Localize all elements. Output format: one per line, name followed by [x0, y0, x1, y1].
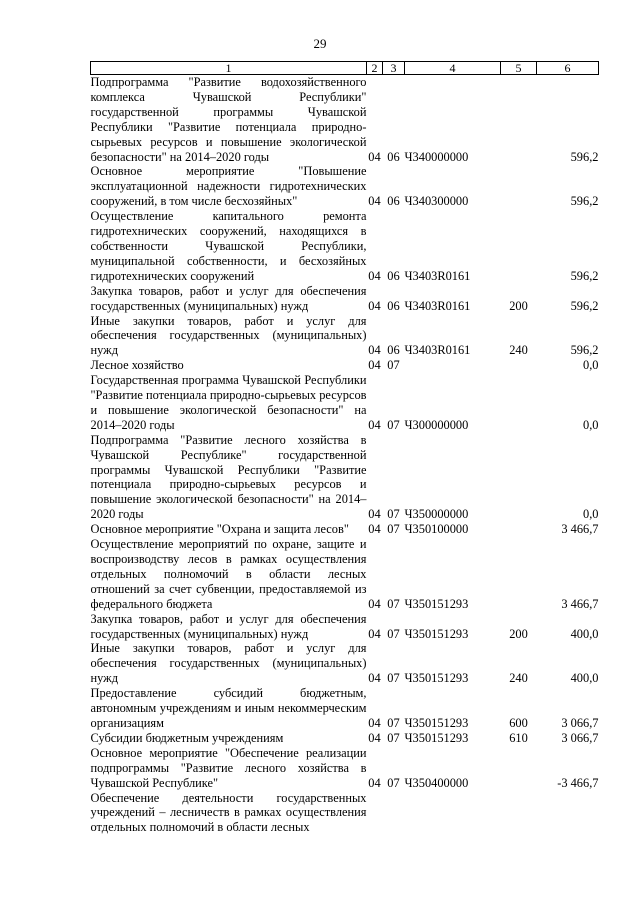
row-section: 04 [368, 417, 381, 432]
row-section: 04 [368, 626, 381, 641]
row-name: Предоставление субсидий бюджетным, автономным учреждениям и иным некоммерческим организациям [90, 686, 367, 730]
row-subsection: 07 [387, 671, 400, 686]
row-section: 04 [368, 507, 381, 522]
row-amount: 3 066,7 [561, 730, 599, 745]
table-header [91, 62, 599, 75]
table-row [91, 164, 599, 209]
row-name: Иные закупки товаров, работ и услуг для обеспечения государственных (муниципальных) нужд [90, 641, 367, 686]
row-name: Подпрограмма "Развитие лесного хозяйства в Чувашской Республике" государственной программы Чувашской Республики "Развитие потенциала природно-сырьевых ресурсов и повышение экологической безопасности" на 2014–2020 годы [90, 432, 367, 522]
row-expense-type [501, 522, 537, 537]
row-amount [537, 791, 599, 836]
row-name: Субсидии бюджетным учреждениям [90, 730, 284, 745]
row-amount: -3 466,7 [557, 775, 599, 790]
row-subsection: 06 [387, 194, 400, 209]
row-target-article: Ч340000000 [404, 149, 469, 164]
table-row [91, 209, 599, 284]
row-amount: 3 466,7 [561, 596, 599, 611]
row-amount: 596,2 [570, 268, 599, 283]
row-amount: 596,2 [570, 298, 599, 313]
row-subsection [383, 791, 405, 836]
column-header-expense-type: 5 [501, 62, 537, 75]
row-subsection: 07 [387, 730, 400, 745]
row-section: 04 [368, 343, 381, 358]
table-row [91, 537, 599, 612]
row-target-article: Ч350000000 [404, 507, 469, 522]
row-expense-type: 200 [509, 298, 528, 313]
row-subsection: 07 [387, 715, 400, 730]
row-name: Осуществление капитального ремонта гидротехнических сооружений, находящихся в собственности Чувашской Республики, муниципальной собственности, и бесхозяйных гидротехнических сооружений [90, 209, 367, 283]
table-row [91, 746, 599, 791]
row-section: 04 [368, 671, 381, 686]
row-amount: 400,0 [570, 671, 599, 686]
row-section: 04 [368, 730, 381, 745]
column-header-subsection: 3 [383, 62, 405, 75]
row-expense-type: 240 [509, 671, 528, 686]
page-number: 29 [313, 36, 327, 51]
row-amount: 400,0 [570, 626, 599, 641]
row-target-article: Ч350151293 [404, 730, 469, 745]
row-target-article: Ч350151293 [404, 715, 469, 730]
row-expense-type: 610 [509, 730, 528, 745]
row-name: Закупка товаров, работ и услуг для обеспечения государственных (муниципальных) нужд [90, 283, 367, 313]
row-name: Обеспечение деятельности государственных учреждений – лесничеств в рамках осуществления отдельных полномочий в области лесных [90, 790, 367, 835]
row-expense-type: 200 [509, 626, 528, 641]
row-expense-type: 600 [509, 715, 528, 730]
column-header-amount: 6 [537, 62, 599, 75]
row-subsection: 07 [387, 596, 400, 611]
column-header-target-article: 4 [405, 62, 501, 75]
row-expense-type [501, 75, 537, 165]
row-subsection: 06 [387, 149, 400, 164]
row-section: 04 [368, 194, 381, 209]
row-name: Иные закупки товаров, работ и услуг для обеспечения государственных (муниципальных) нужд [90, 313, 367, 358]
table-row [91, 373, 599, 433]
column-header-name: 1 [91, 62, 367, 75]
row-amount: 3 066,7 [561, 715, 599, 730]
row-name: Основное мероприятие "Обеспечение реализации подпрограммы "Развитие лесного хозяйства в Чувашской Республике" [90, 745, 367, 790]
table-row [91, 75, 599, 165]
row-subsection: 07 [387, 522, 400, 537]
row-subsection: 06 [387, 298, 400, 313]
table-row [91, 314, 599, 359]
table-body [91, 75, 599, 836]
row-expense-type: 240 [509, 343, 528, 358]
row-name: Государственная программа Чувашской Республики "Развитие потенциала природно-сырьевых ресурсов и повышение экологической безопасности" на 2014–2020 годы [90, 373, 367, 432]
row-name: Лесное хозяйство [90, 358, 184, 373]
row-section: 04 [368, 268, 381, 283]
row-target-article [405, 791, 501, 836]
table-row [91, 433, 599, 522]
row-section [367, 791, 383, 836]
row-section: 04 [368, 149, 381, 164]
row-amount: 596,2 [570, 149, 599, 164]
row-subsection: 07 [387, 775, 400, 790]
row-target-article [405, 358, 501, 373]
row-amount: 3 466,7 [561, 522, 599, 537]
row-name: Закупка товаров, работ и услуг для обеспечения государственных (муниципальных) нужд [90, 611, 367, 641]
row-target-article: Ч3403R0161 [404, 268, 471, 283]
row-subsection: 07 [387, 507, 400, 522]
row-subsection: 07 [387, 626, 400, 641]
row-amount: 596,2 [570, 194, 599, 209]
row-section: 04 [368, 596, 381, 611]
row-section: 04 [368, 298, 381, 313]
row-expense-type [501, 358, 537, 373]
table-row [91, 522, 599, 537]
row-name: Основное мероприятие "Повышение эксплуатационной надежности гидротехнических сооружений, в том числе бесхозяйных" [90, 164, 367, 209]
row-expense-type [501, 791, 537, 836]
table-row [91, 686, 599, 731]
row-expense-type [501, 209, 537, 284]
row-subsection: 07 [387, 358, 400, 373]
row-target-article: Ч350151293 [404, 671, 469, 686]
row-subsection: 06 [387, 343, 400, 358]
row-amount: 0,0 [583, 358, 599, 373]
row-subsection: 06 [387, 268, 400, 283]
row-target-article: Ч350100000 [404, 522, 469, 537]
row-subsection: 07 [387, 417, 400, 432]
table-row [91, 641, 599, 686]
row-name: Подпрограмма "Развитие водохозяйственного комплекса Чувашской Республики" государственной программы Чувашской Республики "Развитие потенциала природно-сырьевых ресурсов и повышение экологической безопасности" на 2014–2020 годы [90, 75, 367, 164]
row-name: Осуществление мероприятий по охране, защите и воспроизводству лесов в рамках осуществления отдельных полномочий в области лесных отношений за счет субвенции, предоставляемой из федерального бюджета [90, 537, 367, 611]
row-target-article: Ч300000000 [404, 417, 469, 432]
row-amount: 0,0 [583, 417, 599, 432]
row-section: 04 [368, 775, 381, 790]
row-section: 04 [368, 358, 381, 373]
row-target-article: Ч3403R0161 [404, 298, 471, 313]
table-row [91, 791, 599, 836]
row-target-article: Ч350151293 [404, 626, 469, 641]
table-row [91, 731, 599, 746]
table-row [91, 284, 599, 314]
row-expense-type [501, 537, 537, 612]
row-expense-type [501, 746, 537, 791]
row-amount: 596,2 [570, 343, 599, 358]
budget-table [90, 61, 599, 835]
row-target-article: Ч3403R0161 [404, 343, 471, 358]
row-target-article: Ч350151293 [404, 596, 469, 611]
column-header-section: 2 [367, 62, 383, 75]
row-section: 04 [368, 522, 381, 537]
table-row [91, 358, 599, 373]
table-row [91, 612, 599, 642]
row-expense-type [501, 164, 537, 209]
row-target-article: Ч340300000 [404, 194, 469, 209]
row-target-article: Ч350400000 [404, 775, 469, 790]
row-section: 04 [368, 715, 381, 730]
row-expense-type [501, 433, 537, 522]
row-expense-type [501, 373, 537, 433]
row-name: Основное мероприятие "Охрана и защита лесов" [90, 522, 349, 537]
row-amount: 0,0 [583, 507, 599, 522]
